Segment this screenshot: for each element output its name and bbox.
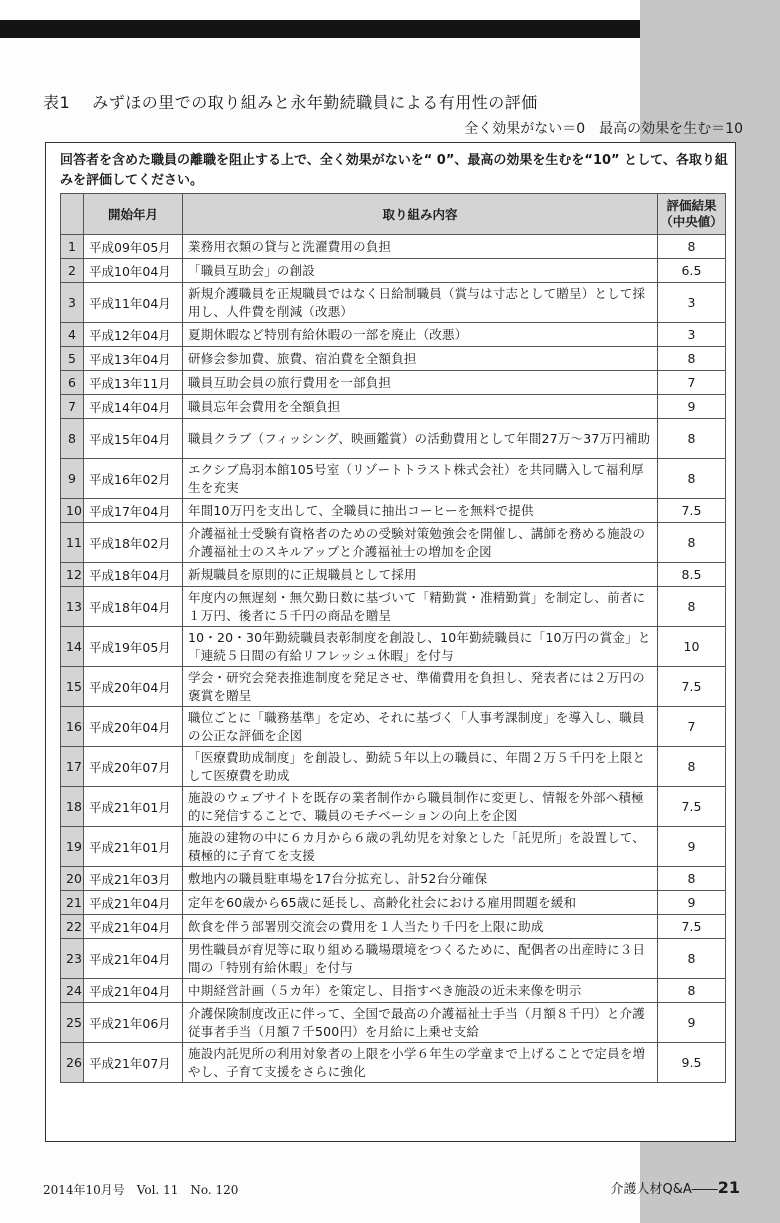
row-number: 26	[61, 1043, 84, 1083]
row-score: 7.5	[658, 667, 726, 707]
row-score: 8	[658, 587, 726, 627]
row-score: 3	[658, 323, 726, 347]
table-row	[61, 1043, 726, 1083]
table-row	[61, 867, 726, 891]
page-number: 21	[717, 1178, 740, 1197]
row-score: 8	[658, 523, 726, 563]
row-content: 学会・研究会発表推進制度を発足させ、準備費用を負担し、発表者には２万円の褒賞を贈呈	[183, 667, 658, 707]
table-row	[61, 459, 726, 499]
header-score	[658, 194, 726, 235]
scale-note: 全く効果がない＝0 最高の効果を生む＝10	[464, 121, 743, 137]
row-score: 9	[658, 395, 726, 419]
row-number: 17	[61, 747, 84, 787]
row-number: 20	[61, 867, 84, 891]
table-row	[61, 787, 726, 827]
instruction-text: 回答者を含めた職員の離職を阻止する上で、全く効果がないを“ 0”、最高の効果を生むを“10” として、各取り組みを評価してください。	[60, 153, 728, 188]
header-content: 取り組み内容	[183, 194, 658, 235]
row-content: 業務用衣類の貸与と洗濯費用の負担	[183, 235, 658, 259]
table-row	[61, 259, 726, 283]
table-row	[61, 235, 726, 259]
table-row	[61, 587, 726, 627]
row-start-date: 平成19年05月	[84, 627, 183, 667]
footer-page	[580, 1178, 740, 1197]
table-number: 表1	[43, 93, 71, 112]
row-score: 8	[658, 235, 726, 259]
row-start-date: 平成16年02月	[84, 459, 183, 499]
table-body	[61, 235, 726, 1083]
row-start-date: 平成11年04月	[84, 283, 183, 323]
table-row	[61, 395, 726, 419]
row-number: 15	[61, 667, 84, 707]
table-row	[61, 979, 726, 1003]
row-content: 研修会参加費、旅費、宿泊費を全額負担	[183, 347, 658, 371]
row-start-date: 平成18年04月	[84, 587, 183, 627]
row-start-date: 平成14年04月	[84, 395, 183, 419]
table-title-text: みずほの里での取り組みと永年勤続職員による有用性の評価	[92, 93, 538, 112]
row-start-date: 平成18年04月	[84, 563, 183, 587]
evaluation-table	[60, 193, 726, 1083]
row-number: 3	[61, 283, 84, 323]
row-number: 16	[61, 707, 84, 747]
row-number: 5	[61, 347, 84, 371]
row-start-date: 平成21年04月	[84, 891, 183, 915]
row-content: 職員忘年会費用を全額負担	[183, 395, 658, 419]
row-content: 職員互助会員の旅行費用を一部負担	[183, 371, 658, 395]
row-number: 19	[61, 827, 84, 867]
row-content: 10・20・30年勤続職員表彰制度を創設し、10年勤続職員に「10万円の賞金」と「連続５日間の有給リフレッシュ休暇」を付与	[183, 627, 658, 667]
table-row	[61, 371, 726, 395]
row-content: 施設のウェブサイトを既存の業者制作から職員制作に変更し、情報を外部へ積極的に発信することで、職員のモチベーションの向上を企図	[183, 787, 658, 827]
row-content: 新規介護職員を正規職員ではなく日給制職員（賞与は寸志として贈呈）として採用し、人件費を削減（改悪）	[183, 283, 658, 323]
row-start-date: 平成13年11月	[84, 371, 183, 395]
table-row	[61, 323, 726, 347]
row-score: 7.5	[658, 787, 726, 827]
row-start-date: 平成21年04月	[84, 915, 183, 939]
table-title	[43, 90, 643, 113]
row-score: 8	[658, 747, 726, 787]
row-start-date: 平成12年04月	[84, 323, 183, 347]
row-content: 介護保険制度改正に伴って、全国で最高の介護福祉士手当（月額８千円）と介護従事者手当（月額７千500円）を月給に上乗せ支給	[183, 1003, 658, 1043]
row-score: 6.5	[658, 259, 726, 283]
table-row	[61, 523, 726, 563]
row-content: 年間10万円を支出して、全職員に抽出コーヒーを無料で提供	[183, 499, 658, 523]
row-number: 22	[61, 915, 84, 939]
row-number: 23	[61, 939, 84, 979]
row-score: 8.5	[658, 563, 726, 587]
row-start-date: 平成21年06月	[84, 1003, 183, 1043]
table-row	[61, 347, 726, 371]
row-score: 10	[658, 627, 726, 667]
row-number: 14	[61, 627, 84, 667]
row-content: 定年を60歳から65歳に延長し、高齢化社会における雇用問題を緩和	[183, 891, 658, 915]
row-content: 夏期休暇など特別有給休暇の一部を廃止（改悪）	[183, 323, 658, 347]
row-number: 8	[61, 419, 84, 459]
row-start-date: 平成17年04月	[84, 499, 183, 523]
row-content: 男性職員が育児等に取り組める職場環境をつくるために、配偶者の出産時に３日間の「特別有給休暇」を付与	[183, 939, 658, 979]
row-content: 「職員互助会」の創設	[183, 259, 658, 283]
row-content: 中期経営計画（５カ年）を策定し、目指すべき施設の近未来像を明示	[183, 979, 658, 1003]
row-start-date: 平成21年01月	[84, 787, 183, 827]
table-row	[61, 827, 726, 867]
row-number: 11	[61, 523, 84, 563]
row-number: 21	[61, 891, 84, 915]
row-content: 年度内の無遅刻・無欠勤日数に基づいて「精勤賞・准精勤賞」を制定し、前者に１万円、後者に５千円の商品を贈呈	[183, 587, 658, 627]
row-number: 13	[61, 587, 84, 627]
table-row	[61, 283, 726, 323]
row-score: 8	[658, 939, 726, 979]
row-start-date: 平成21年04月	[84, 979, 183, 1003]
table-row	[61, 627, 726, 667]
row-content: エクシブ鳥羽本館105号室（リゾートトラスト株式会社）を共同購入して福利厚生を充実	[183, 459, 658, 499]
table-row	[61, 499, 726, 523]
magazine-name: 介護人材Q&A――	[610, 1182, 718, 1197]
table-row	[61, 747, 726, 787]
row-score: 3	[658, 283, 726, 323]
header-no	[61, 194, 84, 235]
row-number: 24	[61, 979, 84, 1003]
row-content: 職員クラブ（フィッシング、映画鑑賞）の活動費用として年間27万～37万円補助	[183, 419, 658, 459]
row-number: 10	[61, 499, 84, 523]
row-number: 6	[61, 371, 84, 395]
row-content: 「医療費助成制度」を創設し、勤続５年以上の職員に、年間２万５千円を上限として医療費を助成	[183, 747, 658, 787]
row-content: 介護福祉士受験有資格者のための受験対策勉強会を開催し、講師を務める施設の介護福祉士のスキルアップと介護福祉士の増加を企図	[183, 523, 658, 563]
row-score: 7.5	[658, 499, 726, 523]
row-content: 新規職員を原則的に正規職員として採用	[183, 563, 658, 587]
table-row	[61, 1003, 726, 1043]
row-start-date: 平成21年04月	[84, 939, 183, 979]
row-start-date: 平成18年02月	[84, 523, 183, 563]
row-number: 4	[61, 323, 84, 347]
row-start-date: 平成10年04月	[84, 259, 183, 283]
row-start-date: 平成15年04月	[84, 419, 183, 459]
header-score-line1: 評価結果	[666, 198, 717, 213]
row-start-date: 平成21年01月	[84, 827, 183, 867]
row-content: 職位ごとに「職務基準」を定め、それに基づく「人事考課制度」を導入し、職員の公正な評価を企図	[183, 707, 658, 747]
table-row	[61, 667, 726, 707]
row-start-date: 平成20年07月	[84, 747, 183, 787]
header-start: 開始年月	[84, 194, 183, 235]
row-score: 8	[658, 459, 726, 499]
row-content: 施設の建物の中に６カ月から６歳の乳幼児を対象とした「託児所」を設置して、積極的に子育てを支援	[183, 827, 658, 867]
row-score: 9	[658, 1003, 726, 1043]
row-score: 7	[658, 707, 726, 747]
row-start-date: 平成09年05月	[84, 235, 183, 259]
row-number: 1	[61, 235, 84, 259]
row-number: 12	[61, 563, 84, 587]
row-start-date: 平成20年04月	[84, 667, 183, 707]
row-score: 7	[658, 371, 726, 395]
header-score-line2: （中央値）	[660, 214, 723, 229]
table-header-row	[61, 194, 726, 235]
table-row	[61, 915, 726, 939]
row-score: 9.5	[658, 1043, 726, 1083]
row-number: 9	[61, 459, 84, 499]
row-start-date: 平成13年04月	[84, 347, 183, 371]
row-content: 施設内託児所の利用対象者の上限を小学６年生の学童まで上げることで定員を増やし、子育て支援をさらに強化	[183, 1043, 658, 1083]
table-row	[61, 891, 726, 915]
row-number: 25	[61, 1003, 84, 1043]
row-number: 7	[61, 395, 84, 419]
issue-info: 2014年10月号 Vol. 11 No. 120	[43, 1183, 239, 1197]
row-start-date: 平成20年04月	[84, 707, 183, 747]
row-start-date: 平成21年07月	[84, 1043, 183, 1083]
row-number: 2	[61, 259, 84, 283]
table-row	[61, 563, 726, 587]
row-score: 8	[658, 979, 726, 1003]
row-score: 8	[658, 347, 726, 371]
row-start-date: 平成21年03月	[84, 867, 183, 891]
row-score: 9	[658, 891, 726, 915]
row-score: 8	[658, 419, 726, 459]
row-content: 飲食を伴う部署別交流会の費用を１人当たり千円を上限に助成	[183, 915, 658, 939]
table-row	[61, 707, 726, 747]
table-row	[61, 939, 726, 979]
row-content: 敷地内の職員駐車場を17台分拡充し、計52台分確保	[183, 867, 658, 891]
row-number: 18	[61, 787, 84, 827]
row-score: 7.5	[658, 915, 726, 939]
row-score: 9	[658, 827, 726, 867]
row-score: 8	[658, 867, 726, 891]
table-row	[61, 419, 726, 459]
